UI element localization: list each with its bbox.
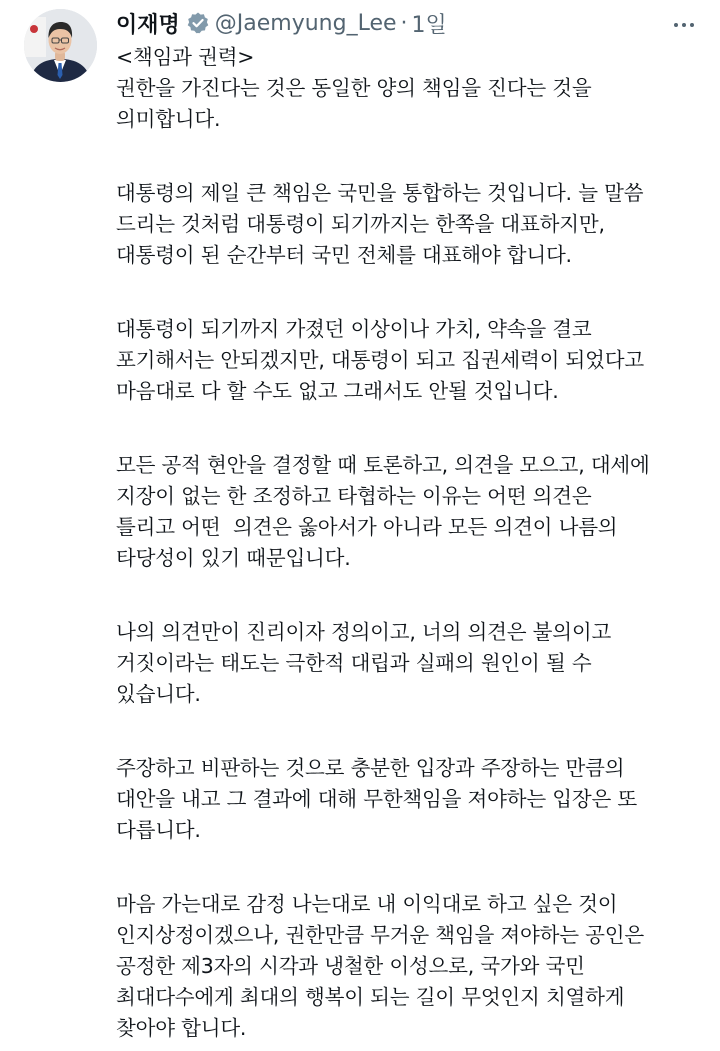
tweet-text-line: 지장이 없는 한 조정하고 타협하는 이유는 어떤 의견은 — [116, 484, 592, 508]
tweet-text-line: 대통령이 된 순간부터 국민 전체를 대표해야 합니다. — [116, 243, 572, 267]
tweet-timestamp[interactable]: 1일 — [411, 12, 447, 38]
tweet-text-line: 모든 공적 현안을 결정할 때 토론하고, 의견을 모으고, 대세에 — [116, 453, 650, 477]
tweet-text-line: 최대다수에게 최대의 행복이 되는 길이 무엇인지 치열하게 — [116, 985, 625, 1009]
tweet-text-line: 대통령이 되기까지 가졌던 이상이나 가치, 약속을 결코 — [116, 317, 592, 341]
tweet-text-line: 찾아야 합니다. — [116, 1016, 247, 1040]
paragraph-gap — [116, 271, 714, 314]
author-display-name[interactable]: 이재명 — [116, 12, 180, 38]
paragraph-gap — [116, 846, 714, 889]
paragraph-gap — [116, 135, 714, 178]
tweet-header — [116, 6, 447, 40]
paragraph-gap — [116, 574, 714, 617]
tweet-text-line: 타당성이 있기 때문입니다. — [116, 546, 351, 570]
tweet-text-line: 거짓이라는 태도는 극한적 대립과 실패의 원인이 될 수 — [116, 651, 592, 675]
tweet-text-line: 틀리고 어떤 의견은 옳아서가 아니라 모든 의견이 나름의 — [116, 515, 618, 539]
tweet-text-line: 드리는 것처럼 대통령이 되기까지는 한쪽을 대표하지만, — [116, 212, 605, 236]
profile-photo-icon — [24, 9, 97, 82]
more-options-icon[interactable] — [662, 12, 706, 38]
profile-avatar[interactable] — [24, 9, 97, 82]
paragraph-gap — [116, 407, 714, 450]
tweet-text-line: 공정한 제3자의 시각과 냉철한 이성으로, 국가와 국민 — [116, 954, 585, 978]
author-handle[interactable]: @Jaemyung_Lee — [214, 10, 397, 36]
tweet-text-line: 다릅니다. — [116, 818, 201, 842]
tweet-text-line: 마음 가는대로 감정 나는대로 내 이익대로 하고 싶은 것이 — [116, 892, 618, 916]
tweet-text-line: 있습니다. — [116, 682, 201, 706]
tweet-text-line: 나의 의견만이 진리이자 정의이고, 너의 의견은 불의이고 — [116, 620, 612, 644]
verified-badge-icon — [186, 11, 210, 35]
tweet-text-line: 포기해서는 안되겠지만, 대통령이 되고 집권세력이 되었다고 — [116, 348, 644, 372]
tweet-text-line: 대통령의 제일 큰 책임은 국민을 통합하는 것입니다. 늘 말씀 — [116, 181, 644, 205]
paragraph-gap — [116, 710, 714, 753]
tweet-text-line: <책임과 권력> — [116, 45, 255, 69]
tweet-text-line: 인지상정이겠으나, 권한만큼 무거운 책임을 져야하는 공인은 — [116, 923, 644, 947]
tweet-text — [116, 42, 714, 1044]
header-separator: · — [400, 10, 408, 36]
tweet-text-line: 주장하고 비판하는 것으로 충분한 입장과 주장하는 만큼의 — [116, 756, 625, 780]
tweet-text-line: 권한을 가진다는 것은 동일한 양의 책임을 진다는 것을 — [116, 76, 592, 100]
tweet-text-line: 마음대로 다 할 수도 없고 그래서도 안될 것입니다. — [116, 379, 559, 403]
tweet-text-line: 의미합니다. — [116, 107, 221, 131]
tweet-text-line: 대안을 내고 그 결과에 대해 무한책임을 져야하는 입장은 또 — [116, 787, 638, 811]
